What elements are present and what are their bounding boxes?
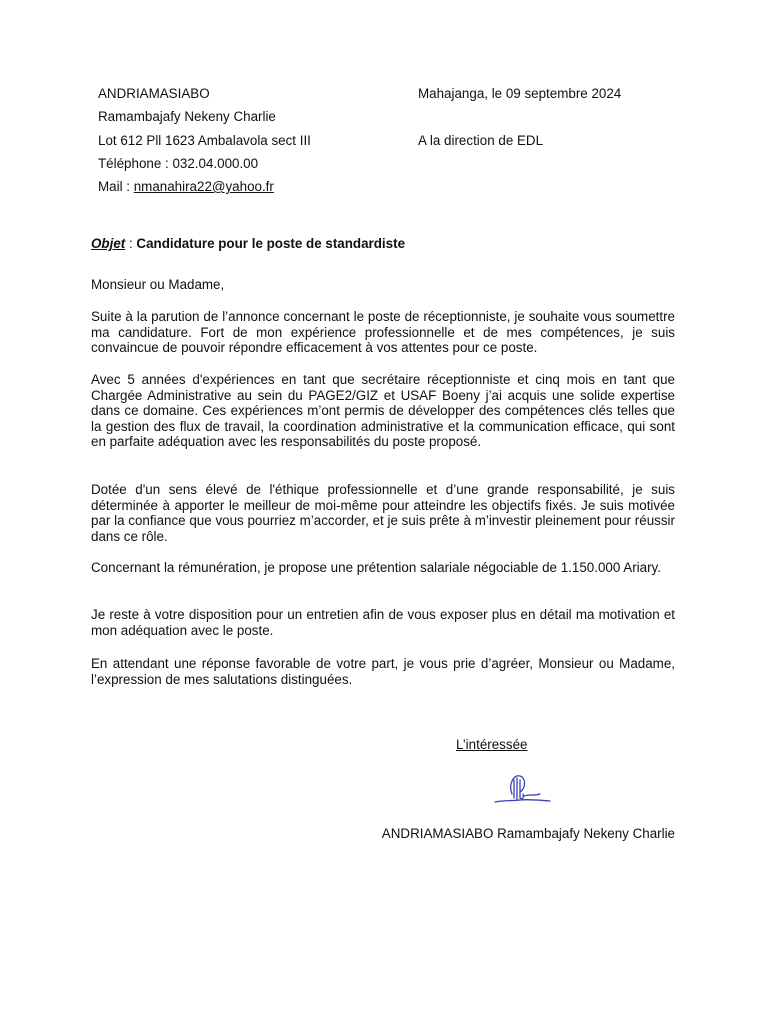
recipient: A la direction de EDL xyxy=(418,133,544,148)
paragraph-availability: Je reste à votre disposition pour un entretien afin de vous exposer plus en détail ma motivation et mon adéquation avec le poste. xyxy=(91,607,675,638)
email-link[interactable]: nmanahira22@yahoo.fr xyxy=(133,179,274,194)
handwritten-signature xyxy=(490,770,554,810)
subject-line xyxy=(91,236,405,251)
signoff-label: L’intéressée xyxy=(456,737,528,752)
place-date: Mahajanga, le 09 septembre 2024 xyxy=(418,86,622,101)
sender-phone: Téléphone : 032.04.000.00 xyxy=(98,156,259,171)
sender-address: Lot 612 Pll 1623 Ambalavola sect III xyxy=(98,133,311,148)
sender-mail-line xyxy=(98,179,274,194)
subject-text: Candidature pour le poste de standardiste xyxy=(136,236,406,251)
mail-label: Mail : xyxy=(98,179,134,194)
subject-separator: : xyxy=(125,236,137,251)
sender-last-name: ANDRIAMASIABO xyxy=(98,86,210,101)
paragraph-salary: Concernant la rémunération, je propose une prétention salariale négociable de 1.150.000 Ariary. xyxy=(91,560,661,575)
sender-first-names: Ramambajafy Nekeny Charlie xyxy=(98,109,276,124)
paragraph-intro: Suite à la parution de l’annonce concernant le poste de réceptionniste, je souhaite vous soumettre ma candidature. Fort de mon expérience professionnelle et de mes compétences, je suis convaincue de pouvoir répondre efficacement à vos attentes pour ce poste. xyxy=(91,309,675,356)
salutation: Monsieur ou Madame, xyxy=(91,277,225,292)
signer-name: ANDRIAMASIABO Ramambajafy Nekeny Charlie xyxy=(381,826,675,841)
subject-label: Objet xyxy=(91,236,126,251)
paragraph-experience: Avec 5 années d'expériences en tant que secrétaire réceptionniste et cinq mois en tant que Chargée Administrative au sein du PAGE2/GIZ et USAF Boeny j’ai acquis une solide expertise dans ce domaine. Ces expériences m’ont permis de développer des compétences clés telles que la gestion des flux de travail, la coordination administrative et la communication efficace, qui sont en parfaite adéquation avec les responsabilités du poste proposé. xyxy=(91,372,675,450)
paragraph-ethics: Dotée d'un sens élevé de l'éthique professionnelle et d’une grande responsabilité, je suis déterminée à apporter le meilleur de moi-même pour atteindre les objectifs fixés. Je suis motivée par la confiance que vous pourriez m’accorder, et je suis prête à m’investir pleinement pour réussir dans ce rôle. xyxy=(91,482,675,544)
paragraph-closing: En attendant une réponse favorable de votre part, je vous prie d’agréer, Monsieur ou Madame, l’expression de mes salutations distinguées. xyxy=(91,656,675,687)
